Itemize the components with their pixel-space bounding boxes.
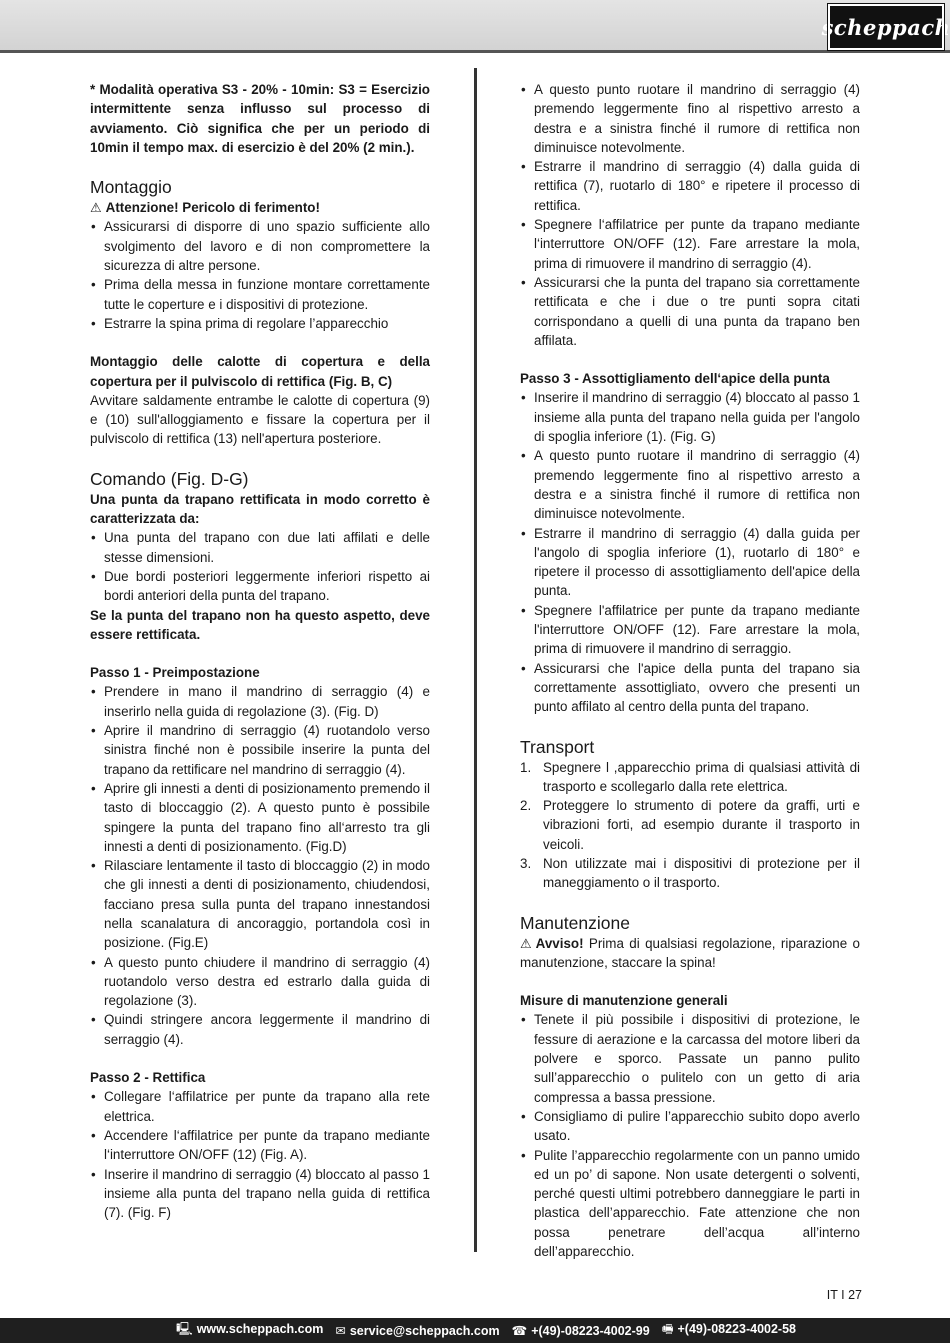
passo1-heading: Passo 1 - Preimpostazione xyxy=(90,665,260,681)
comando-note: Se la punta del trapano non ha questo aspetto, deve essere rettificata. xyxy=(90,607,430,642)
comando-lead: Una punta da trapano rettificata in modo corretto è caratterizzata da: xyxy=(90,491,430,527)
header-bar xyxy=(0,0,950,53)
list-item: • Assicurarsi di disporre di uno spazio sufficiente allo svolgimento del lavoro e di non compromettere la sicurezza di altre persone. xyxy=(90,217,430,275)
transport-list xyxy=(520,758,860,893)
footer-web[interactable]: 🖳 www.scheppach.com xyxy=(176,1322,324,1336)
phone-icon: ☎ xyxy=(511,1324,528,1338)
footer-bar xyxy=(0,1318,950,1343)
list-item: • Aprire gli innesti a denti di posizionamento premendo il tasto di bloccaggio (2). A questo punto è possibile spingere la punta del trapano fino all‘arresto tra gli innesti a denti di posizionamento. (Fig.D) xyxy=(90,779,430,856)
transport-heading: Transport xyxy=(520,736,595,757)
footer-email[interactable]: ✉ service@scheppach.com xyxy=(335,1324,500,1338)
list-item: 1. Spegnere l ,apparecchio prima di qualsiasi attività di trasporto e scollegarlo dalla rete elettrica. xyxy=(520,759,860,794)
intro-note: * Modalità operativa S3 - 20% - 10min: S3 = Esercizio intermittente senza influsso sul processo di avviamento. Ciò significa che per un periodo di 10min il tempo max. di esercizio è del 20% (2 min.). xyxy=(90,82,430,155)
right-column xyxy=(520,80,860,1261)
list-item: • Tenete il più possibile i dispositivi di protezione, le fessure di aerazione e la carcassa del motore liberi da polvere e sporco. Passate un panno pulito sull’apparecchio o pulitelo con un getto di aria compressa a bassa pressione. xyxy=(520,1010,860,1106)
passo3-heading: Passo 3 - Assottigliamento dell‘apice della punta xyxy=(520,371,830,387)
misure-heading: Misure di manutenzione generali xyxy=(520,993,728,1009)
list-item: • Assicurarsi che l'apice della punta del trapano sia correttamente assottigliato, ovvero che presenti un punto affilato al centro della punta del trapano. xyxy=(520,659,860,717)
list-item: • Aprire il mandrino di serraggio (4) ruotandolo verso sinistra finché non è possibile inserire la punta del trapano da rettificare nel mandrino di serraggio (4). xyxy=(90,721,430,779)
list-item: • Prendere in mano il mandrino di serraggio (4) e inserirlo nella guida di regolazione (3). (Fig. D) xyxy=(90,682,430,721)
calotte-text: Avvitare saldamente entrambe le calotte di copertura (9) e (10) sull'alloggiamento e fissare la copertura per il pulviscolo di rettifica (13) nell'apertura posteriore. xyxy=(90,392,430,447)
column-divider xyxy=(474,68,477,1252)
list-item: • Consigliamo di pulire l’apparecchio subito dopo averlo usato. xyxy=(520,1107,860,1146)
manutenzione-warning: ⚠ Avviso! Prima di qualsiasi regolazione, riparazione o manutenzione, staccare la spina! xyxy=(520,935,860,970)
list-item: • Una punta del trapano con due lati affilati e delle stesse dimensioni. xyxy=(90,528,430,567)
comando-list xyxy=(90,528,430,605)
list-item: • Inserire il mandrino di serraggio (4) bloccato al passo 1 insieme alla punta del trapano nella guida per l'angolo di spoglia inferiore (1). (Fig. G) xyxy=(520,388,860,446)
comando-heading: Comando (Fig. D-G) xyxy=(90,468,249,489)
list-item: • Spegnere l‘affilatrice per punte da trapano mediante l‘interruttore ON/OFF (12). Fare arrestare la mola, prima di rimuovere il mandrino di serraggio (4). xyxy=(520,215,860,273)
list-item: • A questo punto chiudere il mandrino di serraggio (4) ruotandolo verso destra ed estrarlo dalla guida di regolazione (3). xyxy=(90,953,430,1011)
montaggio-list xyxy=(90,217,430,333)
list-item: • Collegare l‘affilatrice per punte da trapano alla rete elettrica. xyxy=(90,1087,430,1126)
fax-icon: 🖷 xyxy=(661,1322,674,1336)
montaggio-warning: ⚠ Attenzione! Pericolo di ferimento! xyxy=(90,198,430,217)
list-item: • Estrarre il mandrino di serraggio (4) dalla guida di rettifica (7), ruotarlo di 180° e ripetere il processo di rettifica. xyxy=(520,157,860,215)
warning-triangle-icon: ⚠ xyxy=(520,935,532,951)
mail-icon: ✉ xyxy=(335,1324,346,1338)
list-item: 2. Proteggere lo strumento di potere da graffi, urti e vibrazioni forti, ad esempio durante il trasporto in veicoli. xyxy=(520,798,860,852)
warning-triangle-icon: ⚠ xyxy=(90,200,102,216)
list-item: • A questo punto ruotare il mandrino di serraggio (4) premendo leggermente fino al rispettivo arresto a destra e a sinistra finché il rumore di rettifica non diminuisce notevolmente. xyxy=(520,446,860,523)
left-column xyxy=(90,80,430,1222)
list-item: • Estrarre la spina prima di regolare l’apparecchio xyxy=(90,314,430,333)
list-item: • Rilasciare lentamente il tasto di bloccaggio (2) in modo che gli innesti a denti di posizionamento, chiudendosi, facciano presa sulla punta del trapano innestandosi nella scanalatura di ancoraggio, portandola così in posizione. (Fig.E) xyxy=(90,856,430,952)
list-item: • Quindi stringere ancora leggermente il mandrino di serraggio (4). xyxy=(90,1010,430,1049)
list-item: • Estrarre il mandrino di serraggio (4) dalla guida per l'angolo di spoglia inferiore (1), ruotarlo di 180° e ripetere il processo di assottigliamento dell'apice della punta. xyxy=(520,524,860,601)
calotte-heading: Montaggio delle calotte di copertura e della copertura per il pulviscolo di rettifica (Fig. B, C) xyxy=(90,354,430,389)
passo2-list xyxy=(90,1087,430,1222)
list-item: • Prima della messa in funzione montare correttamente tutte le coperture e i dispositivi di protezione. xyxy=(90,275,430,314)
list-item: • Pulite l’apparecchio regolarmente con un panno umido ed un po’ di sapone. Non usate detergenti o solventi, perché questi ultimi potrebbero danneggiare le parti in plastica dell’apparecchio. Fate attenzione che non possa penetrare dell’acqua all’interno dell’apparecchio. xyxy=(520,1146,860,1262)
list-item: • A questo punto ruotare il mandrino di serraggio (4) premendo leggermente fino al rispettivo arresto a destra e a sinistra finché il rumore di rettifica non diminuisce notevolmente. xyxy=(520,80,860,157)
list-item: • Accendere l‘affilatrice per punte da trapano mediante l‘interruttore ON/OFF (12) (Fig. A). xyxy=(90,1126,430,1165)
passo1-list xyxy=(90,682,430,1049)
montaggio-heading: Montaggio xyxy=(90,177,172,198)
passo2-continued-list xyxy=(520,80,860,350)
footer-fax: 🖷 +(49)-08223-4002-58 xyxy=(661,1322,796,1336)
manutenzione-list xyxy=(520,1010,860,1261)
footer-phone: ☎ +(49)-08223-4002-99 xyxy=(511,1324,650,1338)
brand-logo[interactable]: scheppach xyxy=(828,4,944,50)
list-item: • Spegnere l'affilatrice per punte da trapano mediante l'interruttore ON/OFF (12). Fare arrestare la mola, prima di rimuovere il mandrino di serraggio. xyxy=(520,601,860,659)
computer-icon: 🖳 xyxy=(176,1322,193,1336)
passo3-list xyxy=(520,388,860,716)
list-item: • Assicurarsi che la punta del trapano sia correttamente rettificata e che i due o tre punti sopra citati corrispondano a quelli di una punta da trapano ben affilata. xyxy=(520,273,860,350)
manutenzione-heading: Manutenzione xyxy=(520,912,630,933)
list-item: • Due bordi posteriori leggermente inferiori rispetto ai bordi anteriori della punta del trapano. xyxy=(90,567,430,606)
list-item: • Inserire il mandrino di serraggio (4) bloccato al passo 1 insieme alla punta del trapano nella guida di rettifica (7). (Fig. F) xyxy=(90,1165,430,1223)
page-number: IT I 27 xyxy=(826,1288,862,1302)
list-item: 3. Non utilizzate mai i dispositivi di protezione per il maneggiamento o il trasporto. xyxy=(520,855,860,891)
passo2-heading: Passo 2 - Rettifica xyxy=(90,1070,206,1086)
